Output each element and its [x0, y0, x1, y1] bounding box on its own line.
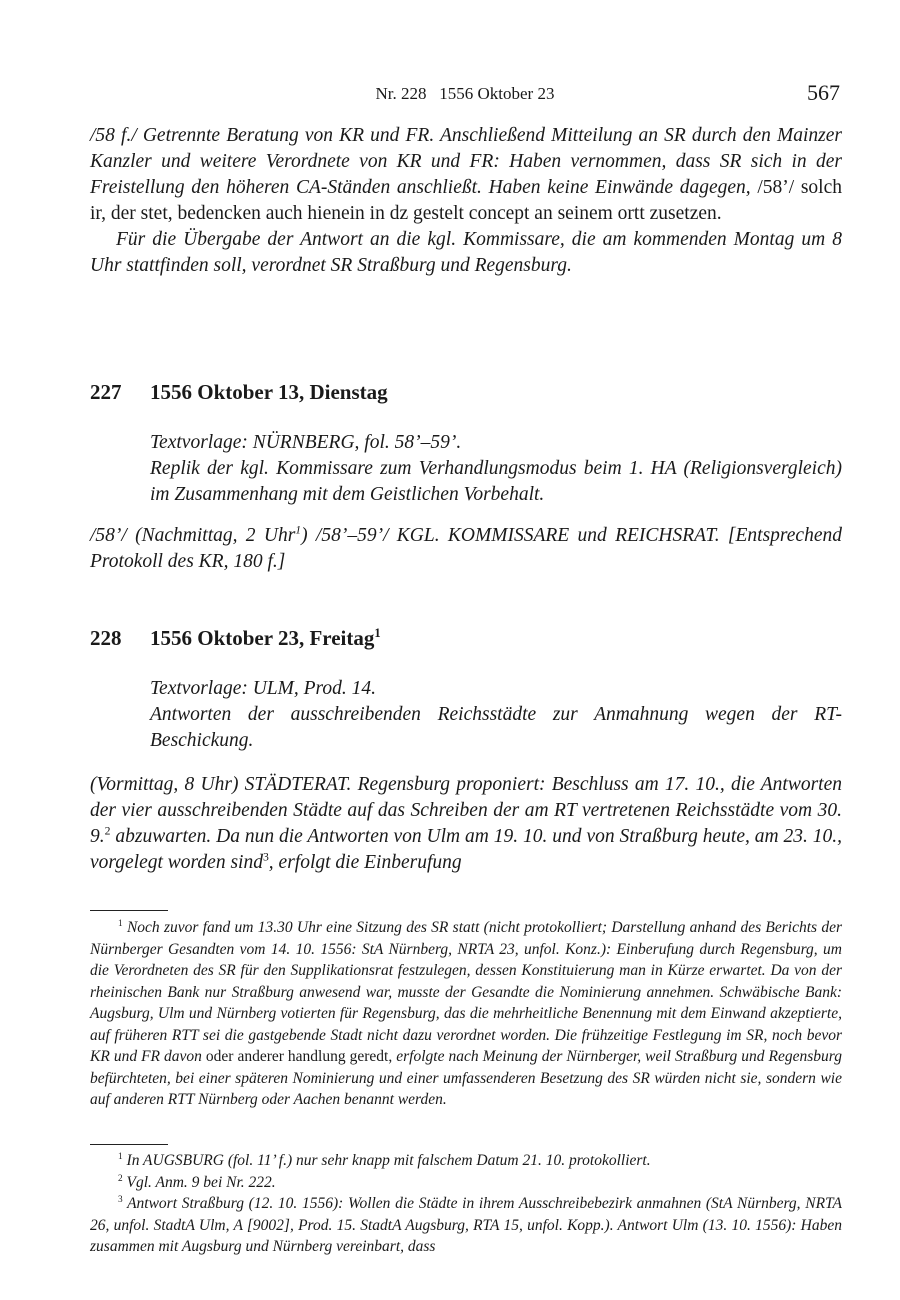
footnote-ref-1[interactable]: 1 — [295, 523, 302, 537]
section-228-body-b: abzuwarten. Da nun die Antworten von Ulm am 19. 10. und von Straßburg heute, am 23. 10., vorgelegt worden sind — [90, 826, 842, 873]
paragraph-1-italic: /58 f./ Getrennte Beratung von KR und FR. Anschließend Mitteilung an SR durch den Mainzer Kanzler und weitere Verordnete von KR und FR: Haben vernommen, dass SR sich in der Freistellung den höheren CA-Ständen anschließt. Haben keine Einwände dagegen, — [90, 125, 842, 198]
section-228-headnote — [150, 676, 842, 754]
page-number: 567 — [807, 80, 840, 105]
footnote-227-number: 1 — [118, 918, 123, 929]
section-228-source: Textvorlage: ULM, Prod. 14. — [150, 678, 377, 699]
footnote-228-1-number: 1 — [118, 1151, 123, 1162]
section-228-title: 1556 Oktober 23, Freitag — [150, 626, 375, 650]
section-227-headnote — [150, 430, 842, 508]
footnote-227-1 — [90, 917, 842, 1111]
footnote-228-3 — [90, 1193, 842, 1258]
paragraph-1-quote: /58’/ solch ir, der stet, bedencken auch hienein in dz gestelt concept an seinem ortt zusetzen. — [90, 177, 842, 224]
footnote-ref-2[interactable]: 2 — [104, 824, 111, 838]
footnotes-228 — [90, 1150, 842, 1258]
footnote-228-1-text: In AUGSBURG (fol. 11’ f.) nur sehr knapp mit falschem Datum 21. 10. protokolliert. — [126, 1152, 651, 1169]
section-227-body-b: ) /58’–59’/ KGL. KOMMISSARE und REICHSRAT. [Entsprechend Protokoll des KR, 180 f.] — [90, 525, 842, 572]
footnote-228-2 — [90, 1172, 842, 1194]
section-227-number: 227 — [90, 380, 122, 404]
footnote-ref-3[interactable]: 3 — [262, 850, 269, 864]
section-228-body — [90, 772, 842, 876]
footnote-228-3-number: 3 — [118, 1194, 123, 1205]
section-227-heading — [90, 380, 840, 405]
paragraph-1 — [90, 123, 842, 227]
footnote-228-2-number: 2 — [118, 1173, 123, 1184]
footnote-228-2-text: Vgl. Anm. 9 bei Nr. 222. — [126, 1173, 276, 1191]
section-228-number: 228 — [90, 626, 122, 650]
section-228-summary: Antworten der ausschreibenden Reichsstädte zur Anmahnung wegen der RT-Beschickung. — [150, 704, 842, 751]
section-228-body-c: , erfolgt die Einberufung — [268, 852, 462, 873]
footnote-ref-228-1[interactable]: 1 — [374, 626, 381, 640]
section-228-body-a: (Vormittag, 8 Uhr) STÄDTERAT. Regensburg proponiert: Beschluss am 17. 10., die Antworten der vier ausschreibenden Städte auf das Schreiben der am RT vertretenen Reichsstädte vom 30. 9. — [90, 774, 842, 847]
section-227-body-a: /58’/ (Nachmittag, 2 Uhr — [90, 525, 296, 546]
running-title: Nr. 228 1556 Oktober 23 — [375, 84, 555, 103]
paragraph-2: Für die Übergabe der Antwort an die kgl. Kommissare, die am kommenden Montag um 8 Uhr stattfinden soll, verordnet SR Straßburg und Regensburg. — [90, 229, 842, 276]
running-header — [90, 80, 840, 110]
continued-text — [90, 123, 842, 279]
footnote-227-text-a: Noch zuvor fand um 13.30 Uhr eine Sitzung des SR statt (nicht protokolliert; Darstellung anhand des Berichts der Nürnberger Gesandten vom 14. 10. 1556: StA Nürnberg, NRTA 23, unfol. Konz.): Einberufung durch Regensburg, um die Verordneten des SR für den Supplikationsrat festzulegen, dessen Konstituierung man in Kürze erwartet. Da von der rheinischen Bank nur Straßburg anwesend war, musste der Gesandte die Nominierung annehmen. Schwäbische Bank: Augsburg, Ulm und Nürnberg votierten für Regensburg, das die mehrheitliche Benennung mit dem Einwand akzeptierte, auf früheren RTT sei die gastgebende Stadt nicht dazu verordnet worden. Die frühzeitige Festlegung im SR, noch bevor KR und FR davon — [90, 919, 843, 1065]
section-227-body — [90, 523, 842, 575]
footnote-227-quote: oder anderer handlung geredt, — [201, 1048, 393, 1065]
footnote-divider-2 — [90, 1144, 168, 1145]
section-228-heading — [90, 626, 840, 651]
section-227-source: Textvorlage: NÜRNBERG, fol. 58’–59’. — [150, 432, 462, 453]
section-227-summary: Replik der kgl. Kommissare zum Verhandlungsmodus beim 1. HA (Religionsvergleich) im Zusammenhang mit dem Geistlichen Vorbehalt. — [150, 458, 842, 505]
footnote-227-text-b: erfolgte nach Meinung der Nürnberger, weil Straßburg und Regensburg befürchteten, bei einer späteren Nominierung und einer umfassenderen Besetzung des SR würden nicht sie, sondern wie auf anderen RTT Nürnberg oder Aachen benannt werden. — [90, 1048, 843, 1108]
footnote-divider-1 — [90, 910, 168, 911]
footnote-228-3-text: Antwort Straßburg (12. 10. 1556): Wollen die Städte in ihrem Ausschreibebezirk anmahnen (StA Nürnberg, NRTA 26, unfol. StadtA Ulm, A [9002], Prod. 15. StadtA Augsburg, RTA 15, unfol. Kopp.). Antwort Ulm (13. 10. 1556): Haben zusammen mit Augsburg und Nürnberg vereinbart, dass — [90, 1195, 842, 1255]
section-227-title: 1556 Oktober 13, Dienstag — [150, 380, 388, 404]
footnote-228-1 — [90, 1150, 842, 1172]
